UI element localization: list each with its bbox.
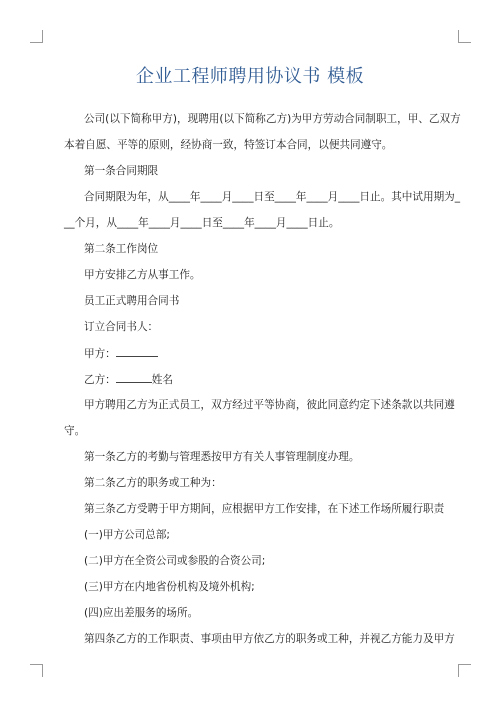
intro-paragraph-line-1: 公司(以下简称甲方)，现聘用(以下简称乙方)为甲方劳动合同制职工，甲、乙双方: [84, 113, 461, 125]
clause-3-item-3: (三)甲方在内地省份机构及境外机构;: [84, 581, 255, 593]
clause-3-item-2: (二)甲方在全资公司或参股的合资公司;: [84, 555, 266, 567]
crop-mark-bottom-right: [458, 664, 471, 677]
crop-mark-bottom-left: [30, 664, 43, 677]
article-2-heading: 第二条工作岗位: [84, 243, 159, 255]
clause-3-item-4: (四)应出差服务的场所。: [84, 607, 199, 619]
party-a-label: 甲方：: [84, 348, 116, 360]
party-a-line: [84, 346, 464, 361]
employment-paragraph-line-2: 守。: [64, 425, 86, 437]
clause-3-item-1: (一)甲方公司总部;: [84, 529, 170, 541]
clause-1: 第一条乙方的考勤与管理悉按甲方有关人事管理制度办理。: [84, 451, 360, 463]
party-b-name-suffix: 姓名: [151, 374, 173, 386]
term-paragraph-line-2: __个月，从____年____月____日至____年____月____日止。: [64, 217, 340, 229]
clause-2: 第二条乙方的职务或工种为：: [84, 477, 222, 489]
crop-mark-top-left: [30, 30, 43, 43]
clause-3: 第三条乙方受聘于甲方期间，应根据甲方工作安排，在下述工作场所履行职责: [84, 503, 445, 515]
intro-paragraph-line-2: 本着自愿、平等的原则，经协商一致，特签订本合同，以便共同遵守。: [64, 139, 393, 151]
party-a-blank: [116, 346, 158, 357]
party-b-line: [84, 372, 464, 387]
position-paragraph: 甲方安排乙方从事工作。: [84, 269, 201, 281]
crop-mark-top-right: [458, 30, 471, 43]
article-1-heading: 第一条合同期限: [84, 165, 159, 177]
contract-subtitle: 员工正式聘用合同书: [84, 295, 180, 307]
document-title: 企业工程师聘用协议书 模板: [135, 66, 365, 87]
party-b-label: 乙方：: [84, 374, 116, 386]
clause-4: 第四条乙方的工作职责、事项由甲方依乙方的职务或工种，并视乙方能力及甲方: [84, 633, 455, 645]
party-b-blank: [116, 372, 152, 383]
signer-label: 订立合同书人：: [84, 321, 159, 333]
employment-paragraph-line-1: 甲方聘用乙方为正式员工，双方经过平等协商，彼此同意约定下述条款以共同遵: [84, 399, 455, 411]
term-paragraph-line-1: 合同期限为年，从____年____月____日至____年____月____日止。其中试用期为_: [84, 191, 461, 203]
